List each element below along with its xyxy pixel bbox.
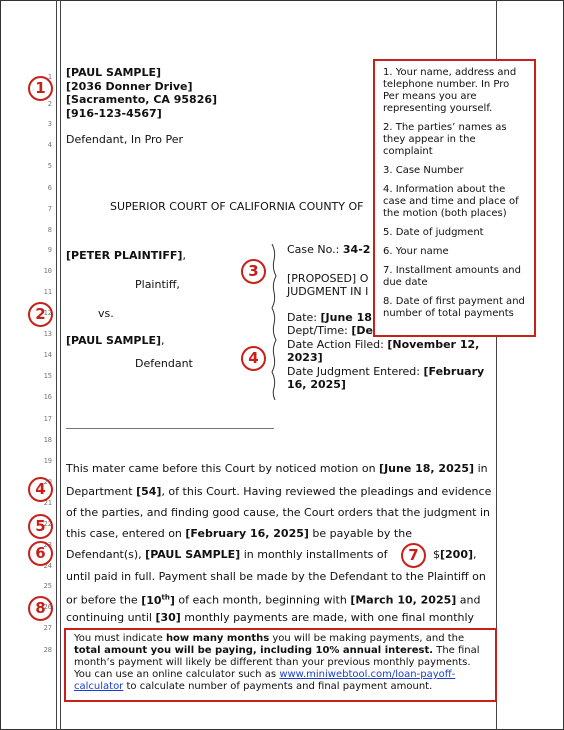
line-number: 14 [43,351,52,359]
caption-defendant [66,334,165,348]
ordinal-suffix: th [161,593,170,601]
margin-rule-left-1 [56,0,57,730]
legend-item-2: 2. The parties’ names as they appear in the complaint [383,122,507,157]
case-no-label: Case No.: [287,243,340,256]
body-text: , of this Court. Having reviewed the pleadings and evidence [161,485,492,498]
caption-plaintiff [66,249,186,263]
case-no [287,243,370,257]
body-text: this case, entered on [66,527,186,540]
body-text: , [473,548,477,561]
note-text: The final month’s payment will likely be different than your previous monthly payments. You can use an online calculator such as [74,645,480,680]
line-number: 15 [43,372,52,380]
due-day: [10 [141,593,162,607]
note-text: You must indicate [74,633,166,644]
header-role: Defendant, In Pro Per [66,133,184,146]
due-day-inline [141,594,175,607]
line-number: 11 [43,288,52,296]
dept-value: [De [351,324,373,337]
body-text: and [456,593,481,607]
marker-8-icon: 8 [28,596,53,621]
date-filed [287,338,479,352]
note-text: to calculate number of payments and final payment amount. [123,681,433,692]
bracket: ] [169,593,175,607]
filed-value-1: [November 12, [387,338,480,351]
instructions-legend [373,59,536,337]
header-address-line1: [2036 Donner Drive] [66,80,193,93]
line-number: 27 [43,624,52,632]
body-text: monthly payments are made, with one final monthly [180,611,475,624]
dept-label: Dept/Time: [287,324,348,337]
line-number: 19 [43,457,52,465]
note-emphasis: total amount you will be paying, including 10% annual interest. [74,645,434,656]
doc-title-line1: [PROPOSED] O [287,272,369,285]
body-text: or before the [66,593,142,607]
marker-6-icon: 6 [28,541,53,566]
legend-item-7: 7. Installment amounts and due date [383,265,521,288]
legend-item-5: 5. Date of judgment [383,227,484,238]
marker-1-icon: 1 [28,76,53,101]
date-label: Date: [287,311,317,324]
entered-value-2: 16, 2025] [287,378,346,391]
line-number: 18 [43,436,52,444]
line-number: 13 [43,330,52,338]
body-text: in monthly installments of [240,548,388,561]
marker-2-icon: 2 [28,302,53,327]
line-number: 24 [43,562,52,570]
entered-label: Date Judgment Entered: [287,365,420,378]
marker-3-icon: 3 [241,259,266,284]
filed-value-2: 2023] [287,351,323,364]
line-number: 25 [43,582,52,590]
dollar-sign: $ [433,548,440,561]
body-line-2 [66,485,491,499]
marker-4-icon: 4 [241,346,266,371]
case-no-value: 34-2 [342,243,371,256]
note-emphasis: how many months [165,633,270,644]
line-number: 20 [43,478,52,486]
caption-underline [66,428,274,429]
hearing-date [287,311,372,325]
body-line-8 [66,611,474,625]
body-line-6: until paid in full. Payment shall be made by the Defendant to the Plaintiff on [66,570,486,583]
line-number: 22 [43,520,52,528]
installment-amount [433,548,477,562]
legend-item-6: 6. Your name [383,246,449,257]
body-text: of each month, beginning with [174,593,351,607]
line-number: 6 [47,184,52,192]
body-line-7 [66,590,480,608]
body-line-1 [66,462,488,476]
body-line-3: of the parties, and finding good cause, the Court orders that the judgment in [66,506,490,519]
line-number: 28 [43,646,52,654]
plaintiff-suffix: , [182,249,186,262]
line-number: 23 [43,541,52,549]
line-number: 26 [43,603,52,611]
department-inline: [54] [136,485,162,498]
line-number: 8 [47,226,52,234]
defendant-label: Defendant [135,357,193,370]
plaintiff-name: [PETER PLAINTIFF] [66,249,183,262]
line-number: 4 [47,141,52,149]
margin-rule-left-2 [60,0,61,730]
doc-title-line2: JUDGMENT IN I [287,285,369,298]
body-text: Defendant(s), [66,548,146,561]
legend-item-8: 8. Date of first payment and number of total payments [383,296,525,319]
caption-brace [271,244,277,400]
line-number: 17 [43,415,52,423]
defendant-name-inline: [PAUL SAMPLE] [145,548,241,561]
marker-7-icon: 7 [401,543,426,568]
date-entered [287,365,484,379]
line-number: 3 [47,120,52,128]
marker-5-icon: 5 [28,514,53,539]
payment-note [64,628,497,702]
first-payment-date-inline: [March 10, 2025] [350,593,457,607]
date-value: [June 18 [320,311,372,324]
header-phone: [916-123-4567] [66,107,162,120]
line-number: 7 [47,205,52,213]
line-number: 12 [43,309,52,317]
legend-item-4: 4. Information about the case and time and place of the motion (both places) [383,184,519,219]
defendant-suffix: , [161,334,165,347]
body-line-5 [66,548,388,562]
body-line-4 [66,527,412,541]
legend-item-1: 1. Your name, address and telephone number. In Pro Per means you are representing yourself. [383,67,517,114]
header-name: [PAUL SAMPLE] [66,66,162,79]
body-text: This mater came before this Court by noticed motion on [66,462,380,475]
line-number: 16 [43,393,52,401]
line-number: 10 [43,267,52,275]
header-address-line2: [Sacramento, CA 95826] [66,93,218,106]
dept-time [287,324,373,338]
line-number: 21 [43,499,52,507]
filed-label: Date Action Filed: [287,338,384,351]
entered-value-1: [February [423,365,485,378]
body-text: Department [66,485,137,498]
defendant-name: [PAUL SAMPLE] [66,334,162,347]
line-number: 2 [47,100,52,108]
line-number: 9 [47,246,52,254]
plaintiff-label: Plaintiff, [135,278,180,291]
legend-item-3: 3. Case Number [383,165,464,176]
payment-count-inline: [30] [155,611,181,624]
judgment-date-inline: [February 16, 2025] [185,527,309,540]
body-text: in [474,462,488,475]
calculator-link[interactable]: www.miniwebtool.com/loan-payoff-calculator [74,669,456,692]
caption-vs: vs. [98,307,114,320]
court-title: SUPERIOR COURT OF CALIFORNIA COUNTY OF [110,200,364,213]
line-number: 5 [47,162,52,170]
amount-value: [200] [440,548,474,561]
body-text: continuing until [66,611,156,624]
hearing-date-inline: [June 18, 2025] [379,462,475,475]
marker-4-icon: 4 [28,477,53,502]
body-text: be payable by the [308,527,412,540]
note-text: you will be making payments, and the [269,633,465,644]
line-number: 1 [47,73,52,81]
